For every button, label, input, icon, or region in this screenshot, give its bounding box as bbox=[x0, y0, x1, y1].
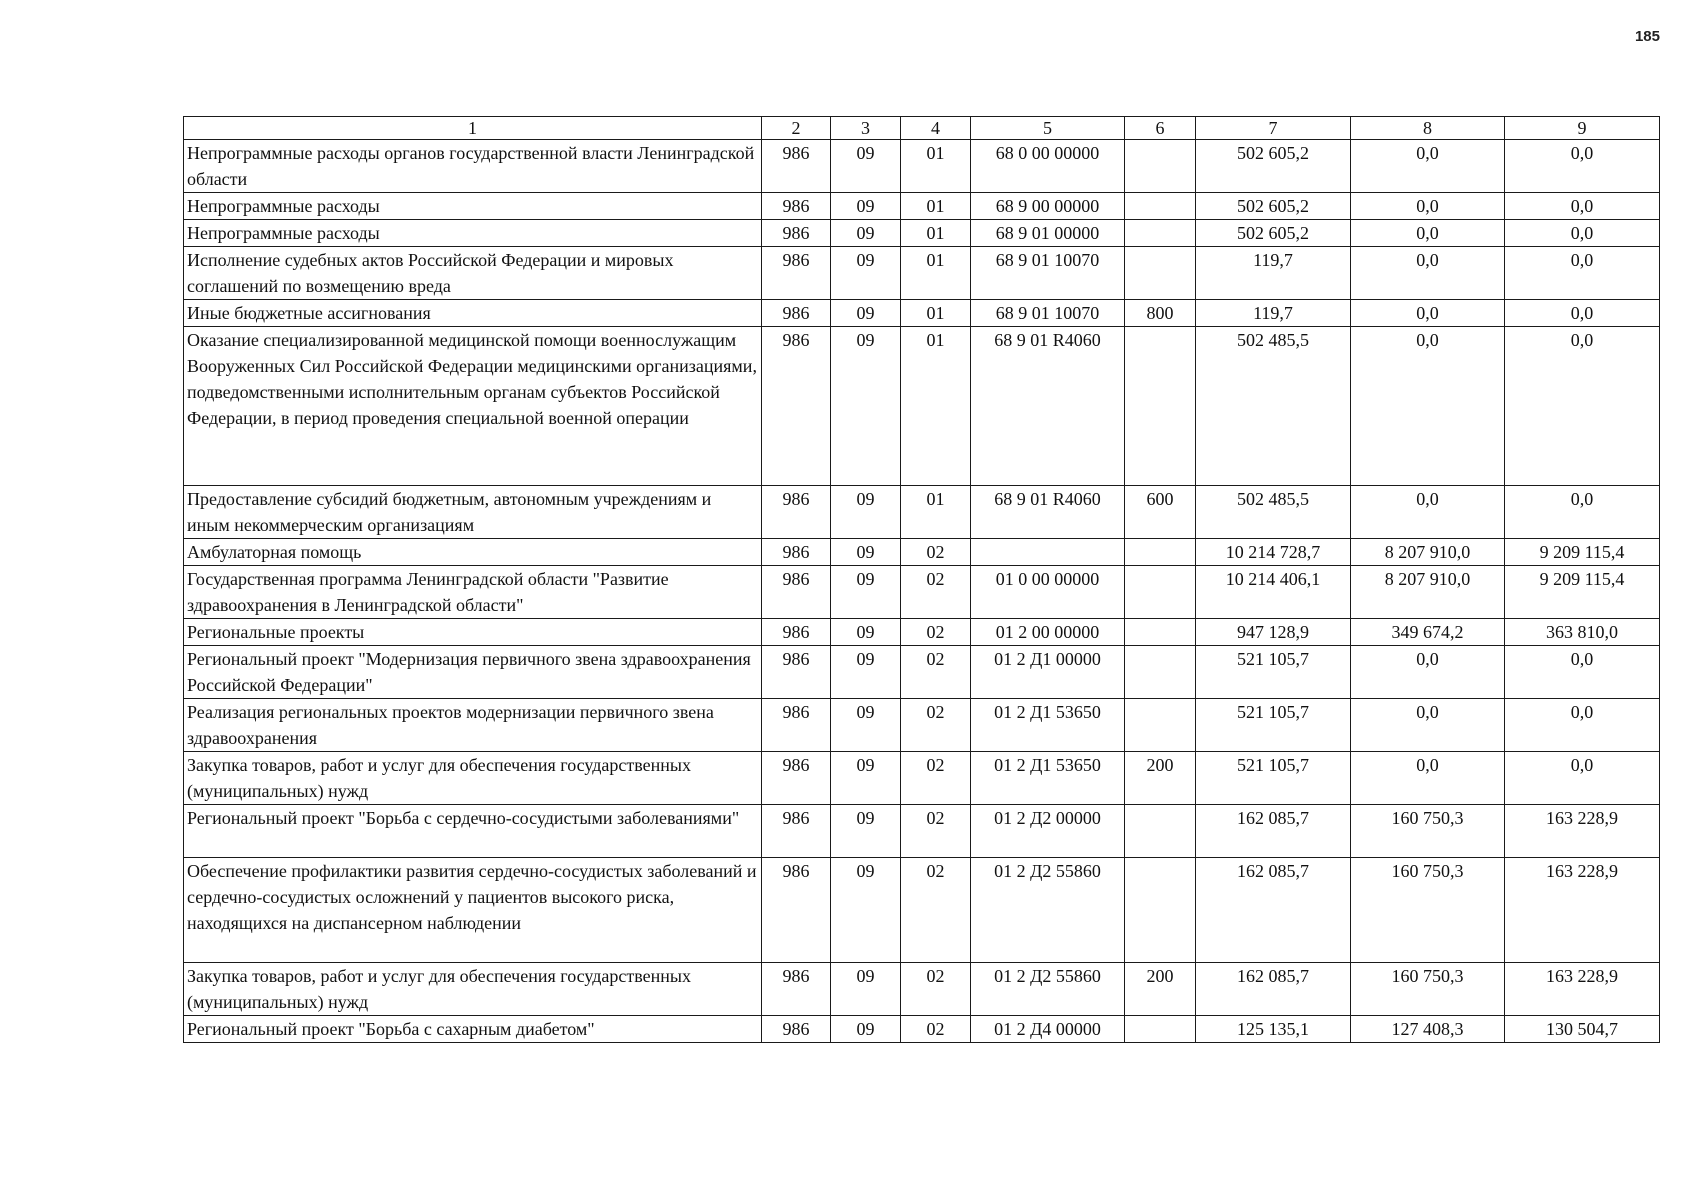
amount-col9-cell: 163 228,9 bbox=[1505, 858, 1660, 963]
subsection-code-cell: 01 bbox=[901, 140, 971, 193]
table-row bbox=[184, 193, 1660, 220]
amount-col9-cell: 9 209 115,4 bbox=[1505, 539, 1660, 566]
table-row bbox=[184, 1016, 1660, 1043]
subsection-code-cell: 01 bbox=[901, 486, 971, 539]
target-article-cell: 68 9 01 R4060 bbox=[971, 327, 1125, 486]
row-name-cell: Региональный проект "Борьба с сахарным диабетом" bbox=[184, 1016, 762, 1043]
section-code-cell: 09 bbox=[831, 1016, 901, 1043]
subsection-code-cell: 02 bbox=[901, 752, 971, 805]
expense-type-cell bbox=[1125, 247, 1196, 300]
column-header: 1 bbox=[184, 117, 762, 140]
column-header: 3 bbox=[831, 117, 901, 140]
row-name-cell: Предоставление субсидий бюджетным, автономным учреждениям и иным некоммерческим организациям bbox=[184, 486, 762, 539]
grbs-code-cell: 986 bbox=[762, 539, 831, 566]
column-header: 7 bbox=[1196, 117, 1351, 140]
expense-type-cell bbox=[1125, 539, 1196, 566]
expense-type-cell bbox=[1125, 858, 1196, 963]
amount-col8-cell: 0,0 bbox=[1351, 486, 1505, 539]
amount-col7-cell: 502 605,2 bbox=[1196, 220, 1351, 247]
grbs-code-cell: 986 bbox=[762, 1016, 831, 1043]
table-row bbox=[184, 646, 1660, 699]
table-row bbox=[184, 619, 1660, 646]
subsection-code-cell: 02 bbox=[901, 539, 971, 566]
subsection-code-cell: 02 bbox=[901, 858, 971, 963]
section-code-cell: 09 bbox=[831, 247, 901, 300]
grbs-code-cell: 986 bbox=[762, 566, 831, 619]
section-code-cell: 09 bbox=[831, 486, 901, 539]
amount-col9-cell: 0,0 bbox=[1505, 699, 1660, 752]
row-name-cell: Реализация региональных проектов модернизации первичного звена здравоохранения bbox=[184, 699, 762, 752]
table-row bbox=[184, 220, 1660, 247]
amount-col7-cell: 502 605,2 bbox=[1196, 193, 1351, 220]
row-name-cell: Непрограммные расходы bbox=[184, 220, 762, 247]
amount-col7-cell: 947 128,9 bbox=[1196, 619, 1351, 646]
expense-type-cell: 200 bbox=[1125, 963, 1196, 1016]
amount-col9-cell: 0,0 bbox=[1505, 193, 1660, 220]
table-row bbox=[184, 752, 1660, 805]
column-header: 6 bbox=[1125, 117, 1196, 140]
row-name-cell: Закупка товаров, работ и услуг для обеспечения государственных (муниципальных) нужд bbox=[184, 963, 762, 1016]
grbs-code-cell: 986 bbox=[762, 300, 831, 327]
section-code-cell: 09 bbox=[831, 193, 901, 220]
table-row bbox=[184, 327, 1660, 486]
target-article-cell: 68 9 01 10070 bbox=[971, 300, 1125, 327]
expense-type-cell bbox=[1125, 805, 1196, 858]
grbs-code-cell: 986 bbox=[762, 699, 831, 752]
amount-col8-cell: 0,0 bbox=[1351, 646, 1505, 699]
amount-col7-cell: 125 135,1 bbox=[1196, 1016, 1351, 1043]
grbs-code-cell: 986 bbox=[762, 327, 831, 486]
expense-type-cell bbox=[1125, 619, 1196, 646]
grbs-code-cell: 986 bbox=[762, 805, 831, 858]
row-name-cell: Региональные проекты bbox=[184, 619, 762, 646]
amount-col8-cell: 8 207 910,0 bbox=[1351, 566, 1505, 619]
expense-type-cell: 800 bbox=[1125, 300, 1196, 327]
expense-type-cell bbox=[1125, 1016, 1196, 1043]
row-name-cell: Региональный проект "Борьба с сердечно-сосудистыми заболеваниями" bbox=[184, 805, 762, 858]
amount-col7-cell: 162 085,7 bbox=[1196, 858, 1351, 963]
row-name-cell: Непрограммные расходы bbox=[184, 193, 762, 220]
amount-col8-cell: 0,0 bbox=[1351, 300, 1505, 327]
subsection-code-cell: 02 bbox=[901, 1016, 971, 1043]
grbs-code-cell: 986 bbox=[762, 963, 831, 1016]
section-code-cell: 09 bbox=[831, 699, 901, 752]
amount-col7-cell: 162 085,7 bbox=[1196, 963, 1351, 1016]
row-name-cell: Амбулаторная помощь bbox=[184, 539, 762, 566]
column-header: 4 bbox=[901, 117, 971, 140]
amount-col9-cell: 363 810,0 bbox=[1505, 619, 1660, 646]
section-code-cell: 09 bbox=[831, 752, 901, 805]
target-article-cell: 01 0 00 00000 bbox=[971, 566, 1125, 619]
subsection-code-cell: 02 bbox=[901, 699, 971, 752]
expense-type-cell bbox=[1125, 699, 1196, 752]
amount-col8-cell: 0,0 bbox=[1351, 247, 1505, 300]
column-header: 5 bbox=[971, 117, 1125, 140]
amount-col9-cell: 0,0 bbox=[1505, 247, 1660, 300]
section-code-cell: 09 bbox=[831, 858, 901, 963]
amount-col7-cell: 502 485,5 bbox=[1196, 486, 1351, 539]
amount-col9-cell: 0,0 bbox=[1505, 752, 1660, 805]
subsection-code-cell: 01 bbox=[901, 220, 971, 247]
section-code-cell: 09 bbox=[831, 300, 901, 327]
amount-col8-cell: 0,0 bbox=[1351, 327, 1505, 486]
grbs-code-cell: 986 bbox=[762, 619, 831, 646]
amount-col7-cell: 521 105,7 bbox=[1196, 646, 1351, 699]
table-row bbox=[184, 539, 1660, 566]
target-article-cell: 68 0 00 00000 bbox=[971, 140, 1125, 193]
section-code-cell: 09 bbox=[831, 539, 901, 566]
subsection-code-cell: 02 bbox=[901, 963, 971, 1016]
expense-type-cell bbox=[1125, 327, 1196, 486]
row-name-cell: Государственная программа Ленинградской области "Развитие здравоохранения в Ленинградской области" bbox=[184, 566, 762, 619]
target-article-cell: 01 2 Д4 00000 bbox=[971, 1016, 1125, 1043]
grbs-code-cell: 986 bbox=[762, 140, 831, 193]
amount-col8-cell: 160 750,3 bbox=[1351, 858, 1505, 963]
amount-col7-cell: 162 085,7 bbox=[1196, 805, 1351, 858]
amount-col8-cell: 160 750,3 bbox=[1351, 805, 1505, 858]
target-article-cell bbox=[971, 539, 1125, 566]
section-code-cell: 09 bbox=[831, 220, 901, 247]
amount-col9-cell: 0,0 bbox=[1505, 300, 1660, 327]
row-name-cell: Иные бюджетные ассигнования bbox=[184, 300, 762, 327]
amount-col7-cell: 10 214 728,7 bbox=[1196, 539, 1351, 566]
amount-col8-cell: 127 408,3 bbox=[1351, 1016, 1505, 1043]
target-article-cell: 01 2 Д2 55860 bbox=[971, 858, 1125, 963]
amount-col7-cell: 119,7 bbox=[1196, 300, 1351, 327]
target-article-cell: 01 2 Д1 53650 bbox=[971, 752, 1125, 805]
section-code-cell: 09 bbox=[831, 805, 901, 858]
amount-col9-cell: 0,0 bbox=[1505, 140, 1660, 193]
header-row bbox=[184, 117, 1660, 140]
amount-col7-cell: 502 485,5 bbox=[1196, 327, 1351, 486]
amount-col8-cell: 0,0 bbox=[1351, 193, 1505, 220]
amount-col9-cell: 163 228,9 bbox=[1505, 805, 1660, 858]
page-number: 185 bbox=[1634, 28, 1660, 45]
amount-col9-cell: 163 228,9 bbox=[1505, 963, 1660, 1016]
table-row bbox=[184, 699, 1660, 752]
grbs-code-cell: 986 bbox=[762, 858, 831, 963]
amount-col8-cell: 0,0 bbox=[1351, 752, 1505, 805]
expense-type-cell bbox=[1125, 193, 1196, 220]
expense-type-cell: 200 bbox=[1125, 752, 1196, 805]
expense-type-cell bbox=[1125, 646, 1196, 699]
subsection-code-cell: 01 bbox=[901, 300, 971, 327]
target-article-cell: 68 9 01 10070 bbox=[971, 247, 1125, 300]
table-row bbox=[184, 963, 1660, 1016]
amount-col7-cell: 10 214 406,1 bbox=[1196, 566, 1351, 619]
subsection-code-cell: 02 bbox=[901, 619, 971, 646]
column-header: 9 bbox=[1505, 117, 1660, 140]
table-row bbox=[184, 247, 1660, 300]
amount-col8-cell: 0,0 bbox=[1351, 699, 1505, 752]
table-row bbox=[184, 486, 1660, 539]
target-article-cell: 68 9 01 R4060 bbox=[971, 486, 1125, 539]
amount-col9-cell: 130 504,7 bbox=[1505, 1016, 1660, 1043]
section-code-cell: 09 bbox=[831, 140, 901, 193]
target-article-cell: 01 2 Д1 00000 bbox=[971, 646, 1125, 699]
section-code-cell: 09 bbox=[831, 619, 901, 646]
table-row bbox=[184, 300, 1660, 327]
row-name-cell: Непрограммные расходы органов государственной власти Ленинградской области bbox=[184, 140, 762, 193]
expense-type-cell bbox=[1125, 220, 1196, 247]
amount-col8-cell: 0,0 bbox=[1351, 140, 1505, 193]
target-article-cell: 01 2 Д2 55860 bbox=[971, 963, 1125, 1016]
grbs-code-cell: 986 bbox=[762, 220, 831, 247]
expense-type-cell bbox=[1125, 566, 1196, 619]
subsection-code-cell: 02 bbox=[901, 566, 971, 619]
grbs-code-cell: 986 bbox=[762, 646, 831, 699]
section-code-cell: 09 bbox=[831, 566, 901, 619]
target-article-cell: 01 2 00 00000 bbox=[971, 619, 1125, 646]
subsection-code-cell: 02 bbox=[901, 805, 971, 858]
target-article-cell: 01 2 Д1 53650 bbox=[971, 699, 1125, 752]
amount-col8-cell: 0,0 bbox=[1351, 220, 1505, 247]
subsection-code-cell: 01 bbox=[901, 247, 971, 300]
row-name-cell: Обеспечение профилактики развития сердечно-сосудистых заболеваний и сердечно-сосудистых осложнений у пациентов высокого риска, находящихся на диспансерном наблюдении bbox=[184, 858, 762, 963]
expense-type-cell bbox=[1125, 140, 1196, 193]
amount-col9-cell: 9 209 115,4 bbox=[1505, 566, 1660, 619]
grbs-code-cell: 986 bbox=[762, 486, 831, 539]
amount-col7-cell: 521 105,7 bbox=[1196, 699, 1351, 752]
amount-col7-cell: 119,7 bbox=[1196, 247, 1351, 300]
target-article-cell: 01 2 Д2 00000 bbox=[971, 805, 1125, 858]
subsection-code-cell: 01 bbox=[901, 327, 971, 486]
section-code-cell: 09 bbox=[831, 646, 901, 699]
subsection-code-cell: 02 bbox=[901, 646, 971, 699]
table-row bbox=[184, 140, 1660, 193]
column-header: 8 bbox=[1351, 117, 1505, 140]
amount-col7-cell: 502 605,2 bbox=[1196, 140, 1351, 193]
row-name-cell: Исполнение судебных актов Российской Федерации и мировых соглашений по возмещению вреда bbox=[184, 247, 762, 300]
amount-col9-cell: 0,0 bbox=[1505, 646, 1660, 699]
budget-table bbox=[183, 116, 1660, 1043]
row-name-cell: Закупка товаров, работ и услуг для обеспечения государственных (муниципальных) нужд bbox=[184, 752, 762, 805]
grbs-code-cell: 986 bbox=[762, 247, 831, 300]
table-row bbox=[184, 858, 1660, 963]
amount-col9-cell: 0,0 bbox=[1505, 486, 1660, 539]
amount-col8-cell: 8 207 910,0 bbox=[1351, 539, 1505, 566]
subsection-code-cell: 01 bbox=[901, 193, 971, 220]
expense-type-cell: 600 bbox=[1125, 486, 1196, 539]
amount-col9-cell: 0,0 bbox=[1505, 327, 1660, 486]
amount-col8-cell: 160 750,3 bbox=[1351, 963, 1505, 1016]
section-code-cell: 09 bbox=[831, 327, 901, 486]
grbs-code-cell: 986 bbox=[762, 752, 831, 805]
table-row bbox=[184, 566, 1660, 619]
table-row bbox=[184, 805, 1660, 858]
column-header: 2 bbox=[762, 117, 831, 140]
amount-col8-cell: 349 674,2 bbox=[1351, 619, 1505, 646]
row-name-cell: Оказание специализированной медицинской помощи военнослужащим Вооруженных Сил Российской Федерации медицинскими организациями, подведомственными исполнительным органам субъектов Российской Федерации, в период проведения специальной военной операции bbox=[184, 327, 762, 486]
target-article-cell: 68 9 01 00000 bbox=[971, 220, 1125, 247]
grbs-code-cell: 986 bbox=[762, 193, 831, 220]
row-name-cell: Региональный проект "Модернизация первичного звена здравоохранения Российской Федерации" bbox=[184, 646, 762, 699]
amount-col7-cell: 521 105,7 bbox=[1196, 752, 1351, 805]
table-body bbox=[184, 140, 1660, 1043]
amount-col9-cell: 0,0 bbox=[1505, 220, 1660, 247]
section-code-cell: 09 bbox=[831, 963, 901, 1016]
target-article-cell: 68 9 00 00000 bbox=[971, 193, 1125, 220]
